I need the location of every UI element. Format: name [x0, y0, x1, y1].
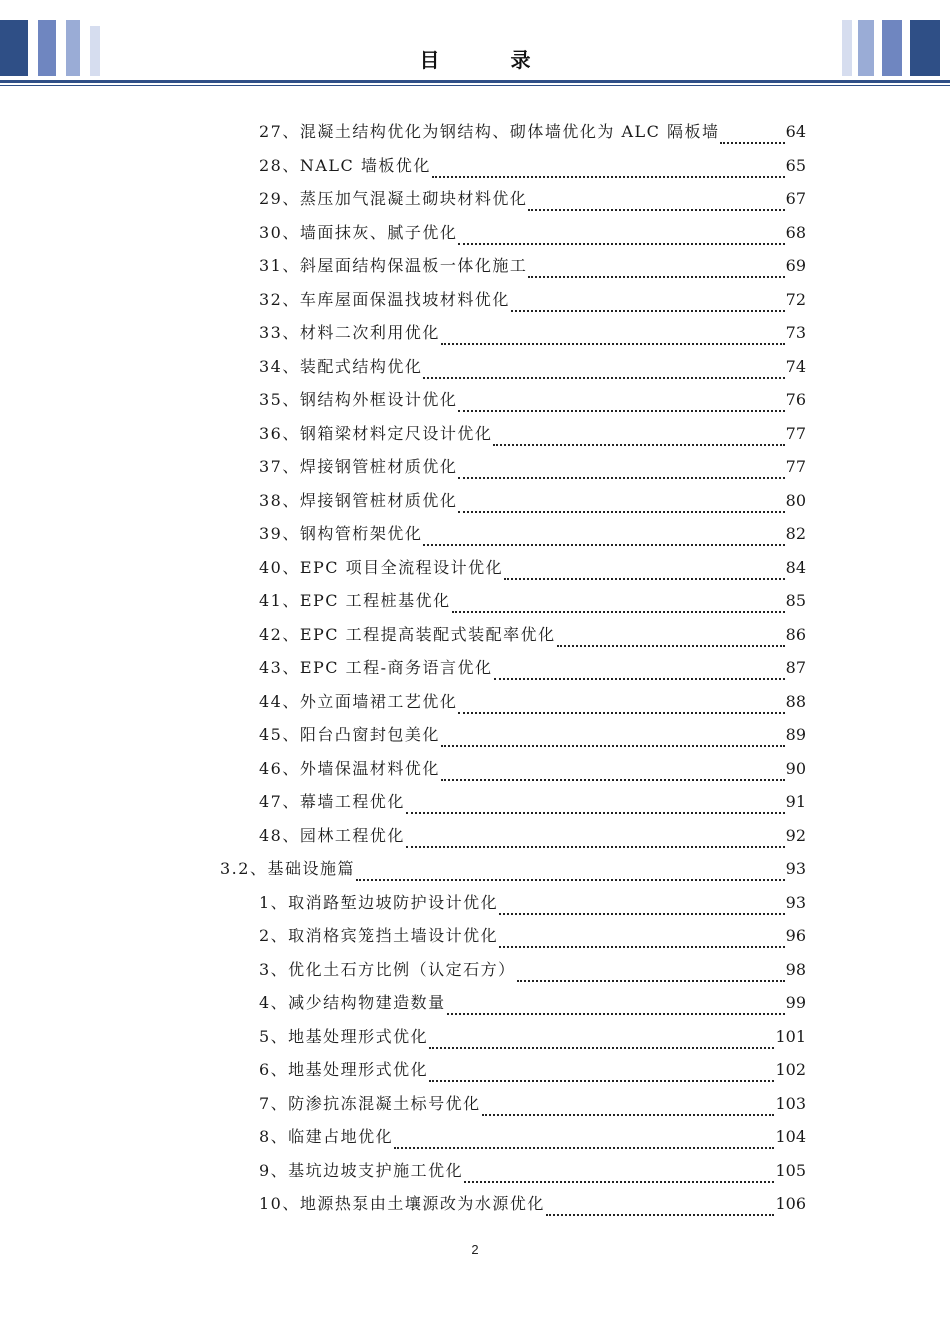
toc-entry[interactable] — [259, 220, 806, 253]
toc-entry[interactable] — [259, 990, 806, 1023]
toc-leader-dots — [432, 175, 785, 178]
toc-leader-dots — [458, 242, 784, 245]
toc-entry-label: 40、EPC 项目全流程设计优化 — [259, 558, 504, 577]
toc-entry-label: 3、优化土石方比例（认定石方） — [259, 960, 516, 979]
toc-entry-label: 1、取消路堑边坡防护设计优化 — [259, 893, 499, 912]
toc-entry-label: 31、斜屋面结构保温板一体化施工 — [259, 256, 528, 275]
toc-leader-dots — [423, 543, 784, 546]
toc-leader-dots — [458, 409, 784, 412]
toc-entry[interactable] — [259, 253, 806, 286]
toc-entry[interactable] — [259, 923, 806, 956]
toc-entry-page: 88 — [785, 692, 806, 711]
toc-leader-dots — [464, 1180, 774, 1183]
toc-entry[interactable] — [259, 320, 806, 353]
toc-entry[interactable] — [259, 387, 806, 420]
toc-leader-dots — [494, 677, 785, 680]
toc-entry-page: 101 — [775, 1027, 806, 1046]
toc-entry-page: 103 — [775, 1094, 806, 1113]
toc-leader-dots — [493, 443, 784, 446]
toc-entry-label: 41、EPC 工程桩基优化 — [259, 591, 451, 610]
toc-entry[interactable] — [259, 689, 806, 722]
toc-entry-page: 68 — [785, 223, 806, 242]
toc-entry-label: 5、地基处理形式优化 — [259, 1027, 429, 1046]
page-title: 目 录 — [419, 48, 563, 72]
toc-entry-page: 87 — [785, 658, 806, 677]
toc-leader-dots — [429, 1046, 774, 1049]
toc-leader-dots — [394, 1146, 774, 1149]
toc-entry-page: 105 — [775, 1161, 806, 1180]
toc-entry-label: 30、墙面抹灰、腻子优化 — [259, 223, 458, 242]
toc-leader-dots — [482, 1113, 775, 1116]
toc-entry[interactable] — [259, 890, 806, 923]
toc-leader-dots — [458, 476, 784, 479]
toc-entry-page: 89 — [785, 725, 806, 744]
toc-leader-dots — [557, 644, 785, 647]
toc-leader-dots — [528, 275, 784, 278]
toc-entry-page: 85 — [785, 591, 806, 610]
toc-entry[interactable] — [259, 454, 806, 487]
toc-entry-label: 6、地基处理形式优化 — [259, 1060, 429, 1079]
toc-entry-label: 47、幕墙工程优化 — [259, 792, 405, 811]
toc-entry-page: 102 — [775, 1060, 806, 1079]
toc-entry[interactable] — [259, 1057, 806, 1090]
toc-entry-page: 92 — [785, 826, 806, 845]
toc-leader-dots — [406, 845, 785, 848]
toc-entry-label: 4、减少结构物建造数量 — [259, 993, 446, 1012]
toc-entry[interactable] — [259, 1091, 806, 1124]
toc-entry[interactable] — [259, 186, 806, 219]
header-rule-thick — [0, 80, 950, 83]
toc-entry-label: 27、混凝土结构优化为钢结构、砌体墙优化为 ALC 隔板墙 — [259, 122, 720, 141]
toc-entry[interactable] — [259, 957, 806, 990]
toc-entry-label: 8、临建占地优化 — [259, 1127, 394, 1146]
toc-entry-page: 106 — [775, 1194, 806, 1213]
toc-entry-page: 93 — [785, 893, 806, 912]
toc-leader-dots — [504, 577, 785, 580]
toc-entry[interactable] — [259, 555, 806, 588]
toc-entry-page: 74 — [785, 357, 806, 376]
toc-entry-page: 80 — [785, 491, 806, 510]
header-rule-thin — [0, 85, 950, 86]
toc-entry-label: 43、EPC 工程-商务语言优化 — [259, 658, 493, 677]
toc-entry-label: 32、车库屋面保温找坡材料优化 — [259, 290, 510, 309]
toc-entry[interactable] — [259, 655, 806, 688]
toc-entry-label: 7、防渗抗冻混凝土标号优化 — [259, 1094, 481, 1113]
toc-entry-label: 39、钢构管桁架优化 — [259, 524, 423, 543]
toc-entry-page: 96 — [785, 926, 806, 945]
toc-entry-label: 44、外立面墙裙工艺优化 — [259, 692, 458, 711]
toc-entry-label: 3.2、基础设施篇 — [220, 859, 355, 878]
toc-leader-dots — [441, 744, 785, 747]
toc-leader-dots — [720, 141, 784, 144]
toc-entry[interactable] — [259, 756, 806, 789]
toc-entry[interactable] — [259, 521, 806, 554]
toc-leader-dots — [452, 610, 785, 613]
toc-entry-page: 84 — [785, 558, 806, 577]
toc-entry[interactable] — [259, 1191, 806, 1224]
toc-entry-page: 104 — [775, 1127, 806, 1146]
toc-entry-label: 9、基坑边坡支护施工优化 — [259, 1161, 464, 1180]
toc-leader-dots — [517, 979, 785, 982]
toc-leader-dots — [511, 309, 785, 312]
toc-entry-label: 38、焊接钢管桩材质优化 — [259, 491, 458, 510]
toc-entry-label: 34、装配式结构优化 — [259, 357, 423, 376]
toc-entry-page: 64 — [785, 122, 806, 141]
toc-entry[interactable] — [259, 622, 806, 655]
toc-entry-label: 33、材料二次利用优化 — [259, 323, 440, 342]
toc-entry[interactable] — [259, 823, 806, 856]
toc-leader-dots — [423, 376, 784, 379]
toc-entry[interactable] — [259, 722, 806, 755]
toc-entry[interactable] — [259, 119, 806, 152]
toc-entry[interactable] — [259, 1124, 806, 1157]
page-number: 2 — [471, 1242, 479, 1257]
toc-leader-dots — [356, 878, 785, 881]
toc-entry[interactable] — [259, 789, 806, 822]
toc-entry[interactable] — [259, 1158, 806, 1191]
toc-entry-page: 90 — [785, 759, 806, 778]
toc-entry[interactable] — [259, 588, 806, 621]
toc-entry-page: 86 — [785, 625, 806, 644]
toc-entry-page: 72 — [785, 290, 806, 309]
toc-entry-label: 45、阳台凸窗封包美化 — [259, 725, 440, 744]
toc-entry-page: 98 — [785, 960, 806, 979]
toc-leader-dots — [447, 1012, 785, 1015]
toc-entry-page: 76 — [785, 390, 806, 409]
toc-entry-label: 2、取消格宾笼挡土墙设计优化 — [259, 926, 499, 945]
toc-entry-page: 73 — [785, 323, 806, 342]
toc-entry[interactable] — [259, 488, 806, 521]
toc-leader-dots — [406, 811, 785, 814]
toc-entry[interactable] — [259, 354, 806, 387]
toc-entry-label: 29、蒸压加气混凝土砌块材料优化 — [259, 189, 528, 208]
toc-entry[interactable] — [259, 1024, 806, 1057]
toc-leader-dots — [528, 208, 784, 211]
toc-entry-label: 36、钢箱梁材料定尺设计优化 — [259, 424, 493, 443]
toc-entry-page: 93 — [785, 859, 806, 878]
toc-entry-label: 48、园林工程优化 — [259, 826, 405, 845]
toc-entry-page: 65 — [785, 156, 806, 175]
toc-entry-label: 35、钢结构外框设计优化 — [259, 390, 458, 409]
toc-leader-dots — [499, 945, 784, 948]
toc-entry-label: 37、焊接钢管桩材质优化 — [259, 457, 458, 476]
toc-entry-label: 28、NALC 墙板优化 — [259, 156, 431, 175]
toc-leader-dots — [429, 1079, 774, 1082]
toc-entry-page: 77 — [785, 457, 806, 476]
toc-leader-dots — [458, 711, 784, 714]
toc-entry[interactable] — [259, 287, 806, 320]
toc-entry-page: 99 — [785, 993, 806, 1012]
toc-leader-dots — [441, 778, 785, 781]
toc-entry[interactable] — [220, 856, 806, 889]
toc-entry-label: 10、地源热泵由土壤源改为水源优化 — [259, 1194, 545, 1213]
toc-entry-page: 69 — [785, 256, 806, 275]
toc-leader-dots — [458, 510, 784, 513]
toc-entry-page: 77 — [785, 424, 806, 443]
toc-entry[interactable] — [259, 153, 806, 186]
toc-entry[interactable] — [259, 421, 806, 454]
toc-leader-dots — [499, 912, 784, 915]
toc-entry-page: 91 — [785, 792, 806, 811]
toc-entry-page: 82 — [785, 524, 806, 543]
toc-entry-page: 67 — [785, 189, 806, 208]
toc-leader-dots — [441, 342, 785, 345]
toc-entry-label: 46、外墙保温材料优化 — [259, 759, 440, 778]
toc-leader-dots — [546, 1213, 775, 1216]
toc-entry-label: 42、EPC 工程提高装配式装配率优化 — [259, 625, 556, 644]
